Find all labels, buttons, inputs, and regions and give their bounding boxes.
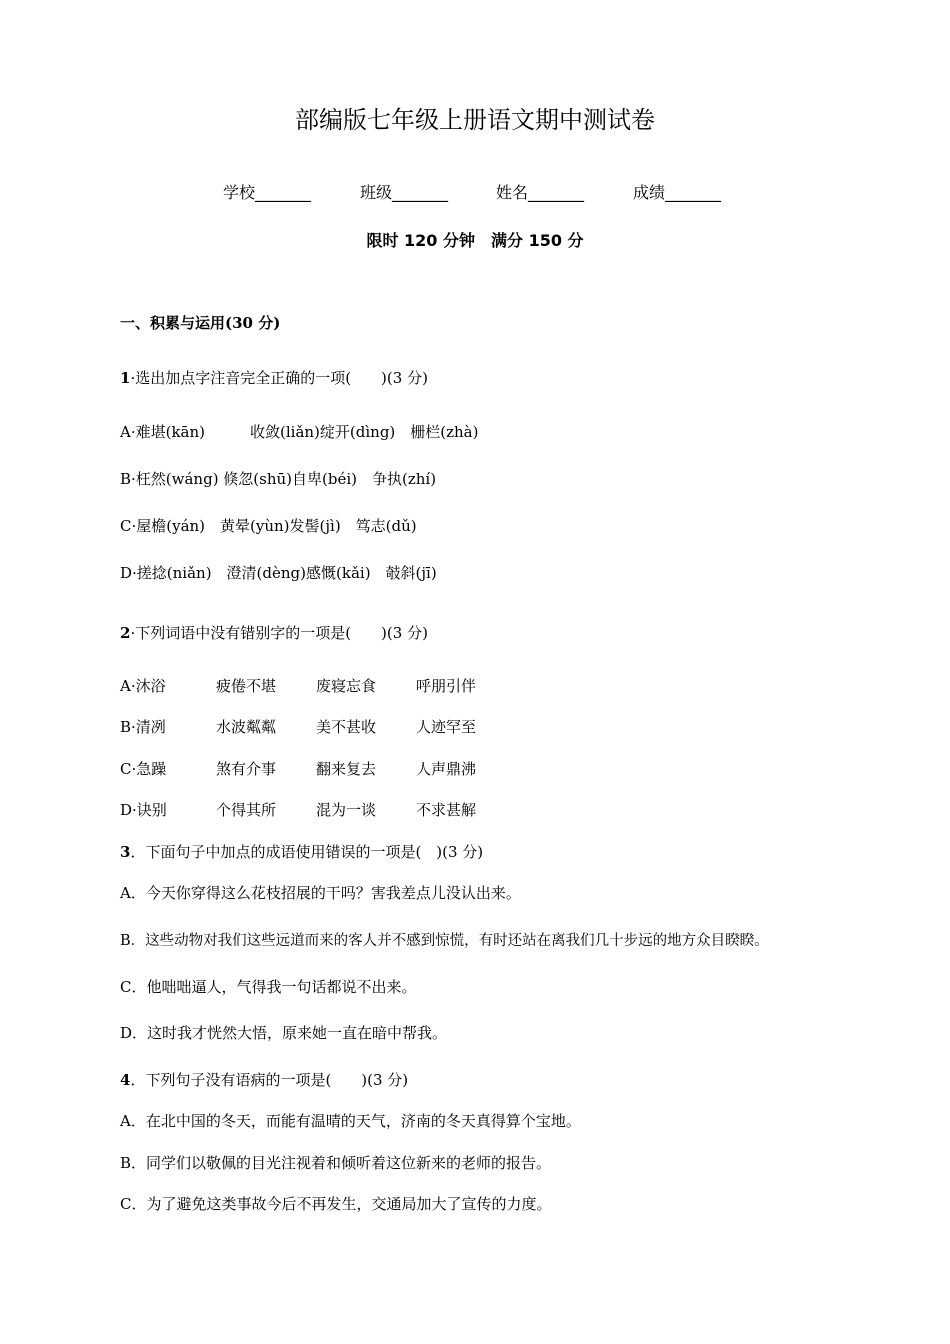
option-a: A．在北中国的冬天，而能有温晴的天气，济南的冬天真得算个宝地。 <box>120 1112 581 1130</box>
option-word: 个得其所 <box>216 801 277 819</box>
option-a <box>120 675 508 696</box>
option-word: 人迹罕至 <box>416 718 477 736</box>
section-heading: 一、积累与运用(30 分) <box>120 314 281 332</box>
option-c: C·屋檐(yán) 黄晕(yùn)发髻(jì) 笃志(dǔ) <box>120 517 417 535</box>
question-number: 3 <box>120 843 131 861</box>
option-word: A·沐浴 <box>120 677 166 695</box>
exam-title: 部编版七年级上册语文期中测试卷 <box>295 106 655 134</box>
class-field: 班级_______ <box>360 183 449 202</box>
question-number: 2 <box>120 624 131 642</box>
option-b: B．这些动物对我们这些远道而来的客人并不感到惊慌，有时还站在离我们几十步远的地方众目睽睽。 <box>120 933 769 949</box>
question-2 <box>120 622 428 643</box>
option-word: 煞有介事 <box>216 760 277 778</box>
question-stem: ．下面句子中加点的成语使用错误的一项是( )(3 分) <box>130 843 484 861</box>
option-word: 美不甚收 <box>316 718 377 736</box>
question-number: 1 <box>120 369 131 387</box>
option-c <box>120 758 508 779</box>
option-word: B·清冽 <box>120 718 166 736</box>
option-word: 不求甚解 <box>416 801 477 819</box>
option-d <box>120 799 508 820</box>
option-d: D·搓捻(niǎn) 澄清(dèng)感慨(kǎi) 攲斜(jī) <box>120 564 437 582</box>
option-word: 人声鼎沸 <box>416 760 477 778</box>
option-b: B．同学们以敬佩的目光注视着和倾听着这位新来的老师的报告。 <box>120 1154 552 1172</box>
option-c: C．为了避免这类事故今后不再发生，交通局加大了宣传的力度。 <box>120 1195 552 1213</box>
question-stem: ．下列句子没有语病的一项是( )(3 分) <box>130 1071 409 1089</box>
option-word: 废寝忘食 <box>316 677 377 695</box>
option-word: 混为一谈 <box>316 801 377 819</box>
option-word: 翻来复去 <box>316 760 377 778</box>
option-d: D．这时我才恍然大悟，原来她一直在暗中帮我。 <box>120 1024 448 1042</box>
question-3 <box>120 841 483 862</box>
question-stem: ·选出加点字注音完全正确的一项( )(3 分) <box>130 369 428 387</box>
option-a: A·难堪(kān) 收敛(liǎn)绽开(dìng) 栅栏(zhà) <box>120 423 479 441</box>
school-field: 学校_______ <box>223 183 312 202</box>
score-field: 成绩_______ <box>633 183 722 202</box>
option-word: C·急躁 <box>120 760 167 778</box>
question-1 <box>120 367 428 388</box>
option-word: 水波粼粼 <box>216 718 277 736</box>
question-4 <box>120 1069 408 1090</box>
question-number: 4 <box>120 1071 131 1089</box>
option-a: A．今天你穿得这么花枝招展的干吗？害我差点儿没认出来。 <box>120 884 521 902</box>
time-limit: 限时 120 分钟 满分 150 分 <box>366 231 584 250</box>
option-word: D·诀别 <box>120 801 167 819</box>
option-word: 疲倦不堪 <box>216 677 277 695</box>
question-stem: ·下列词语中没有错别字的一项是( )(3 分) <box>130 624 428 642</box>
option-b <box>120 716 508 737</box>
option-word: 呼朋引伴 <box>416 677 477 695</box>
option-b: B·枉然(wáng) 倏忽(shū)自卑(béi) 争执(zhí) <box>120 470 437 488</box>
name-field: 姓名_______ <box>496 183 585 202</box>
option-c: C．他咄咄逼人，气得我一句话都说不出来。 <box>120 978 417 996</box>
